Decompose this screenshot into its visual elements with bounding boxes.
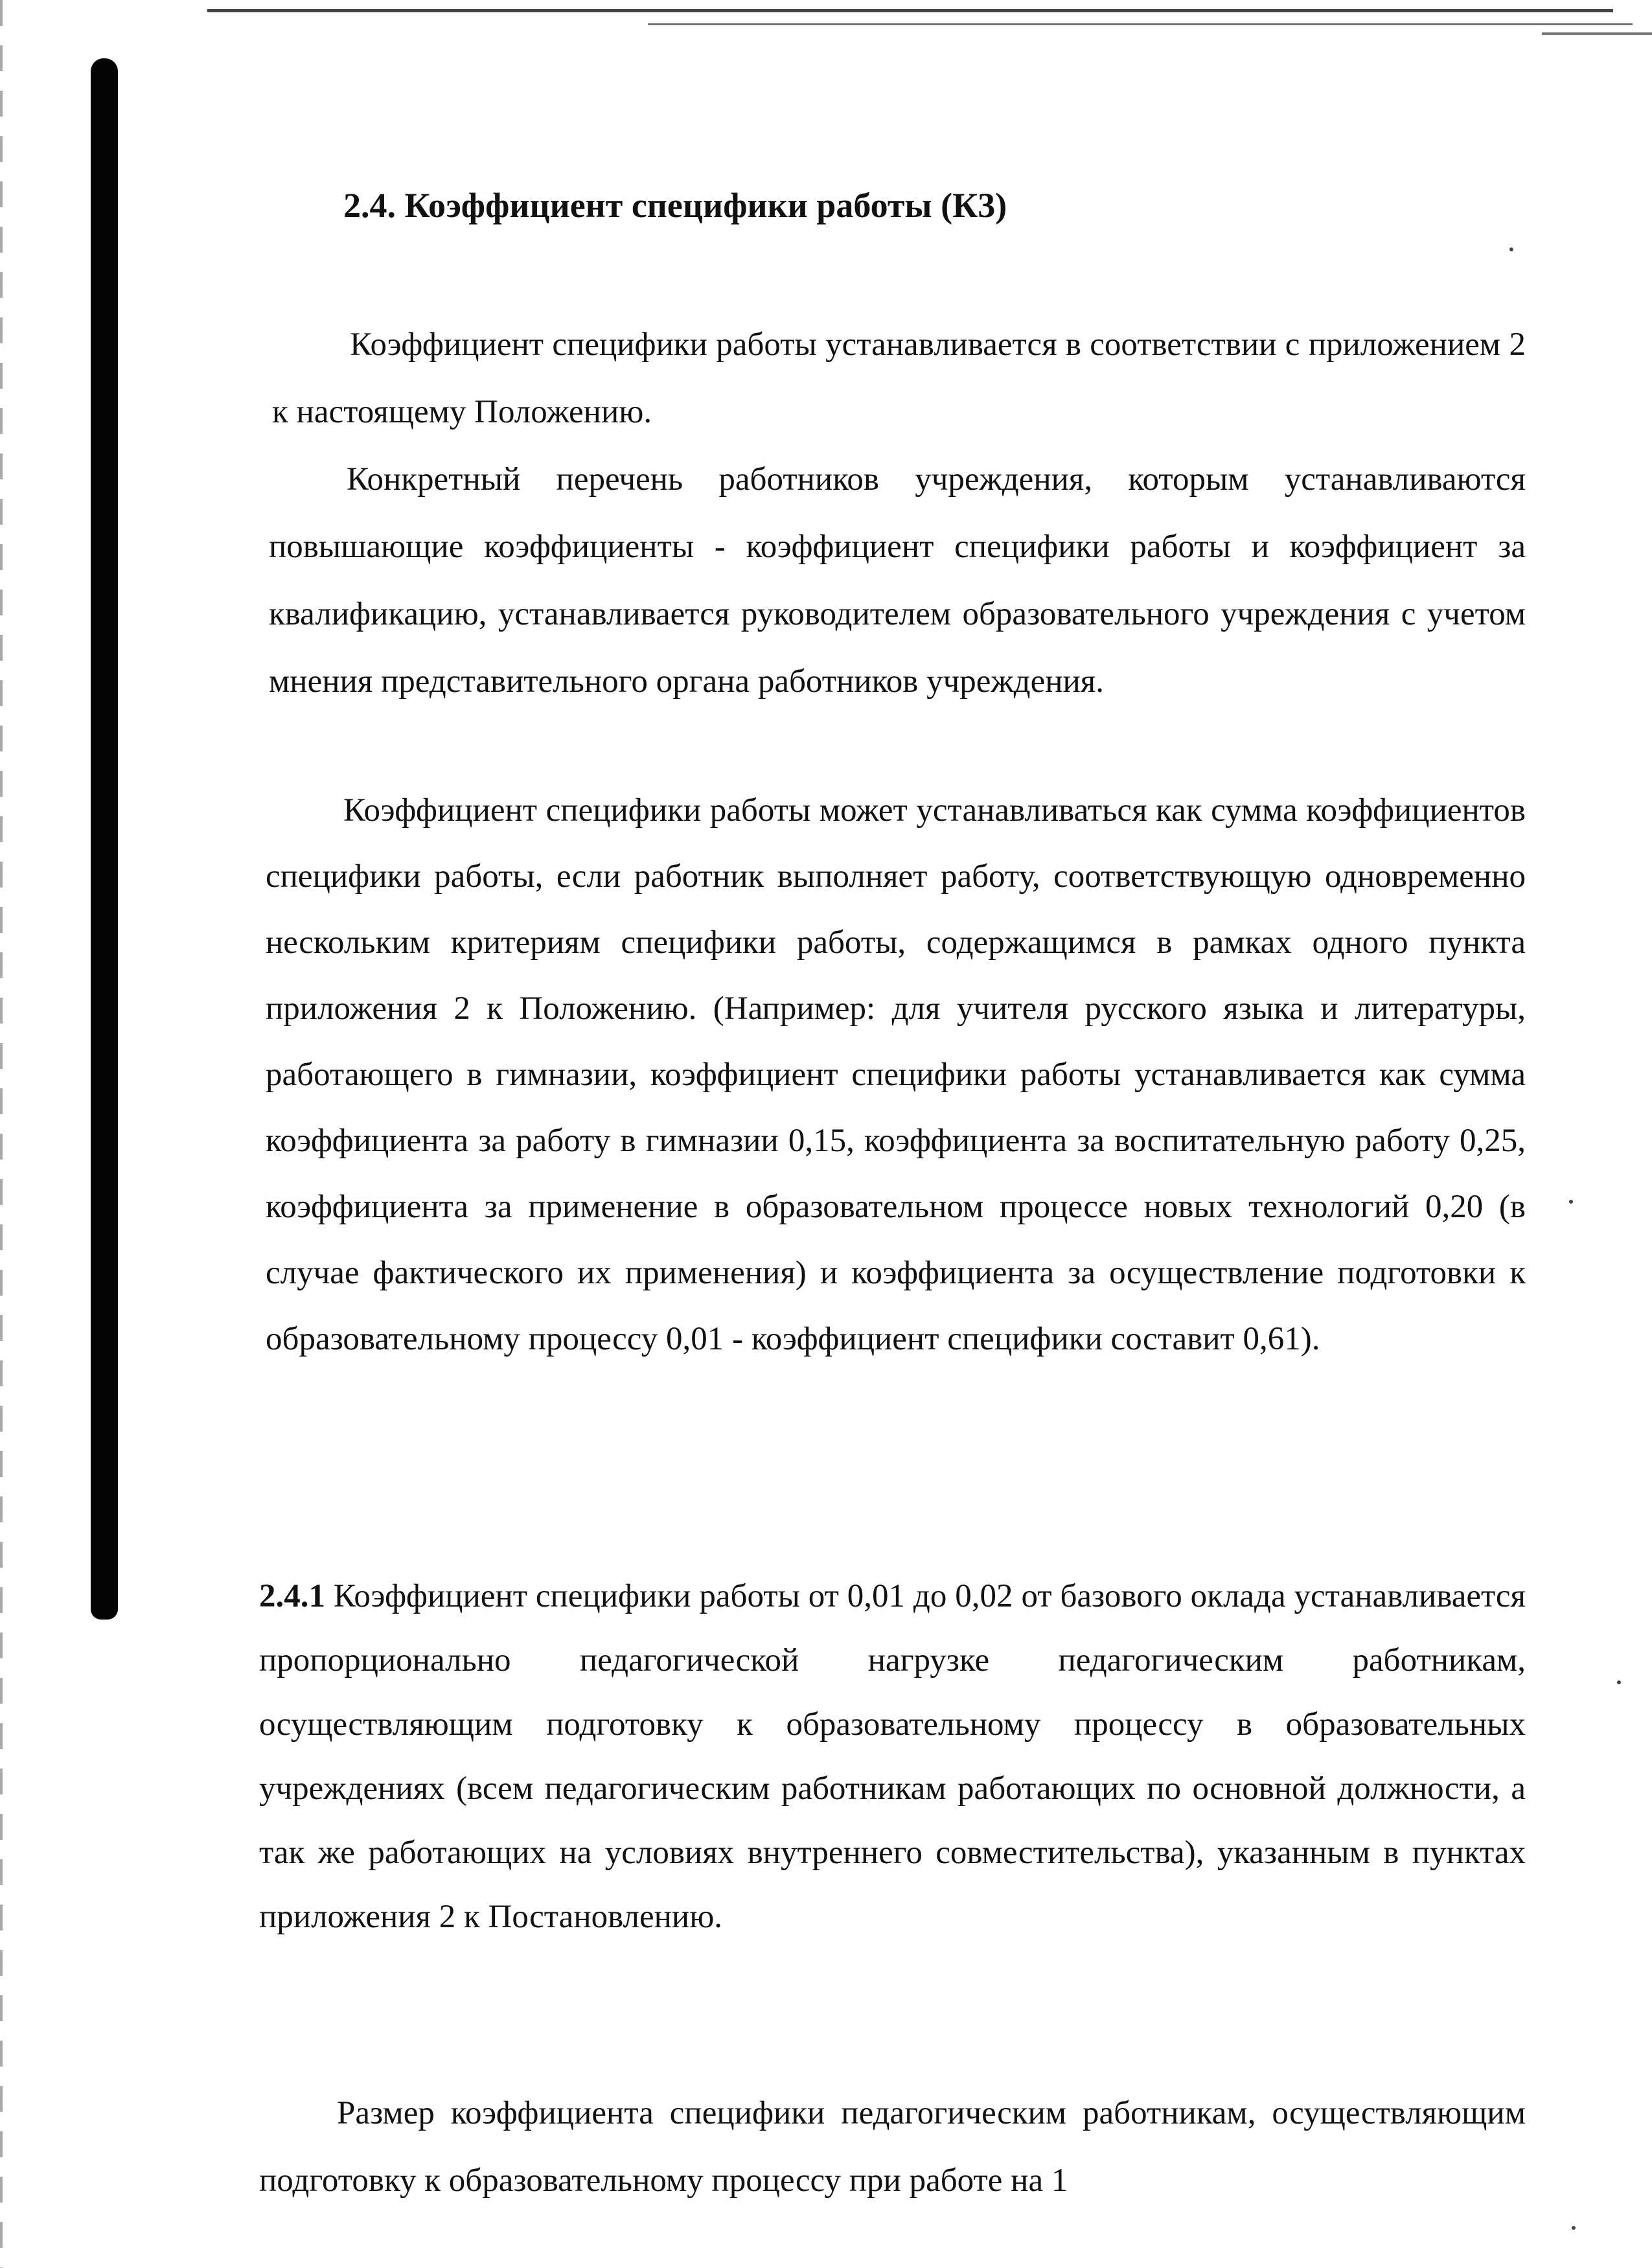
scan-top-line-secondary [648, 23, 1633, 25]
paragraph [259, 2079, 1526, 2214]
paragraph [266, 777, 1526, 1372]
section-heading: 2.4. Коэффициент специфики работы (К3) [343, 186, 1007, 225]
paragraph [272, 311, 1526, 446]
scan-corner-mark [1542, 0, 1652, 35]
paragraph-text: Конкретный перечень работников учреждения, которым устанавливаются повышающие коэффициенты - коэффициент специфики работы и коэффициент за квалификацию, устанавливается руководителем образовательного учреждения с учетом мнения представительного органа работников учреждения. [269, 461, 1526, 700]
scan-top-line [207, 9, 1613, 12]
scan-left-edge [0, 0, 3, 2268]
scan-speck [1569, 1200, 1573, 1204]
subsection-paragraph [259, 1564, 1526, 1949]
subsection-text: Коэффициент специфики работы от 0,01 до 0,02 от базового оклада устанавливается пропорционально педагогической нагрузке педагогическим работникам, осуществляющим подготовку к образовательному процессу в образовательных учреждениях (всем педагогическим работникам работающих по основной должности, а так же работающих на условиях внутреннего совместительства), указанным в пунктах приложения 2 к Постановлению. [259, 1578, 1526, 1935]
scan-binding-shadow [91, 58, 118, 1620]
paragraph [269, 446, 1526, 715]
scan-speck [1572, 2226, 1576, 2230]
paragraph-text: Коэффициент специфики работы устанавливается в соответствии с приложением 2 к настоящему Положению. [272, 326, 1526, 430]
scan-speck [1617, 1680, 1621, 1684]
paragraph-text: Размер коэффициента специфики педагогическим работникам, осуществляющим подготовку к образовательному процессу при работе на 1 [259, 2095, 1526, 2199]
scan-speck [1509, 247, 1513, 251]
subsection-number: 2.4.1 [259, 1578, 325, 1614]
paragraph-text: Коэффициент специфики работы может устанавливаться как сумма коэффициентов специфики работы, если работник выполняет работу, соответствующую одновременно нескольким критериям специфики работы, содержащимся в рамках одного пункта приложения 2 к Положению. (Например: для учителя русского языка и литературы, работающего в гимназии, коэффициент специфики работы устанавливается как сумма коэффициента за работу в гимназии 0,15, коэффициента за воспитательную работу 0,25, коэффициента за применение в образовательном процессе новых технологий 0,20 (в случае фактического их применения) и коэффициента за осуществление подготовки к образовательному процессу 0,01 - коэффициент специфики составит 0,61). [266, 792, 1526, 1357]
